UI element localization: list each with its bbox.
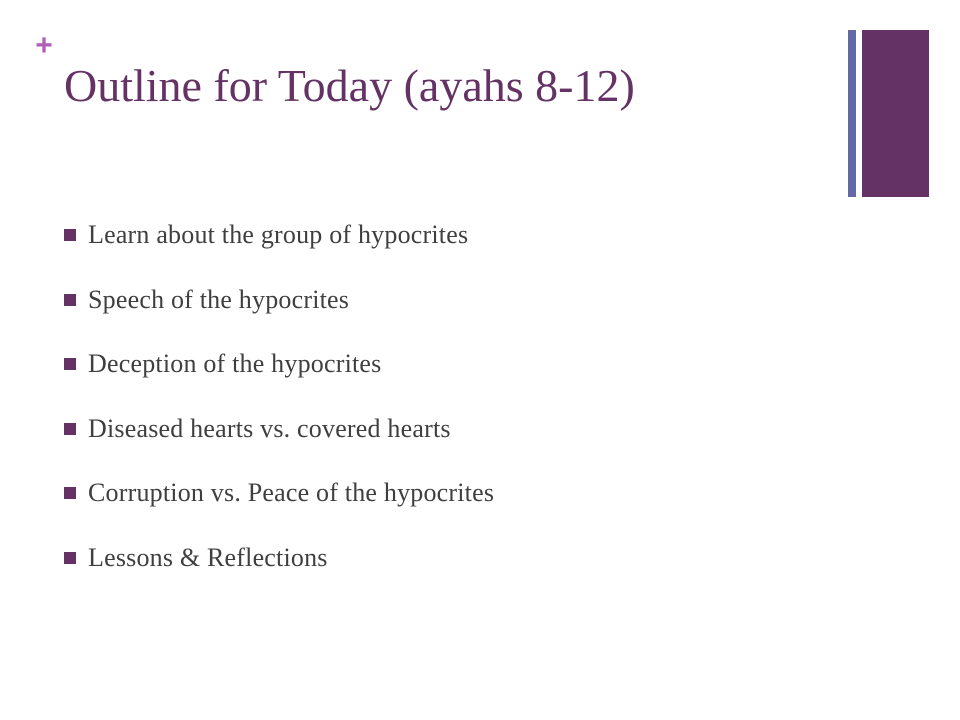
accent-bar-thin <box>848 30 856 197</box>
bullet-text: Corruption vs. Peace of the hypocrites <box>88 478 495 508</box>
bullet-list <box>64 214 494 602</box>
accent-bar-wide <box>862 30 929 197</box>
bullet-text: Deception of the hypocrites <box>88 349 382 379</box>
square-bullet-icon <box>64 294 76 306</box>
bullet-item <box>64 472 494 514</box>
bullet-item <box>64 537 494 579</box>
bullet-text: Learn about the group of hypocrites <box>88 220 469 249</box>
bullet-item <box>64 279 494 321</box>
bullet-text: Diseased hearts vs. covered hearts <box>88 413 451 443</box>
bullet-text: Speech of the hypocrites <box>88 284 350 314</box>
square-bullet-icon <box>64 358 76 370</box>
square-bullet-icon <box>64 552 76 564</box>
bullet-item <box>64 408 494 450</box>
square-bullet-icon <box>64 423 76 435</box>
bullet-item <box>64 343 494 385</box>
square-bullet-icon <box>64 487 76 499</box>
square-bullet-icon <box>64 229 76 241</box>
slide-title: Outline for Today (ayahs 8-12) <box>64 60 635 111</box>
bullet-text: Lessons & Reflections <box>88 542 328 572</box>
plus-icon: + <box>35 29 53 62</box>
bullet-item <box>64 214 494 256</box>
